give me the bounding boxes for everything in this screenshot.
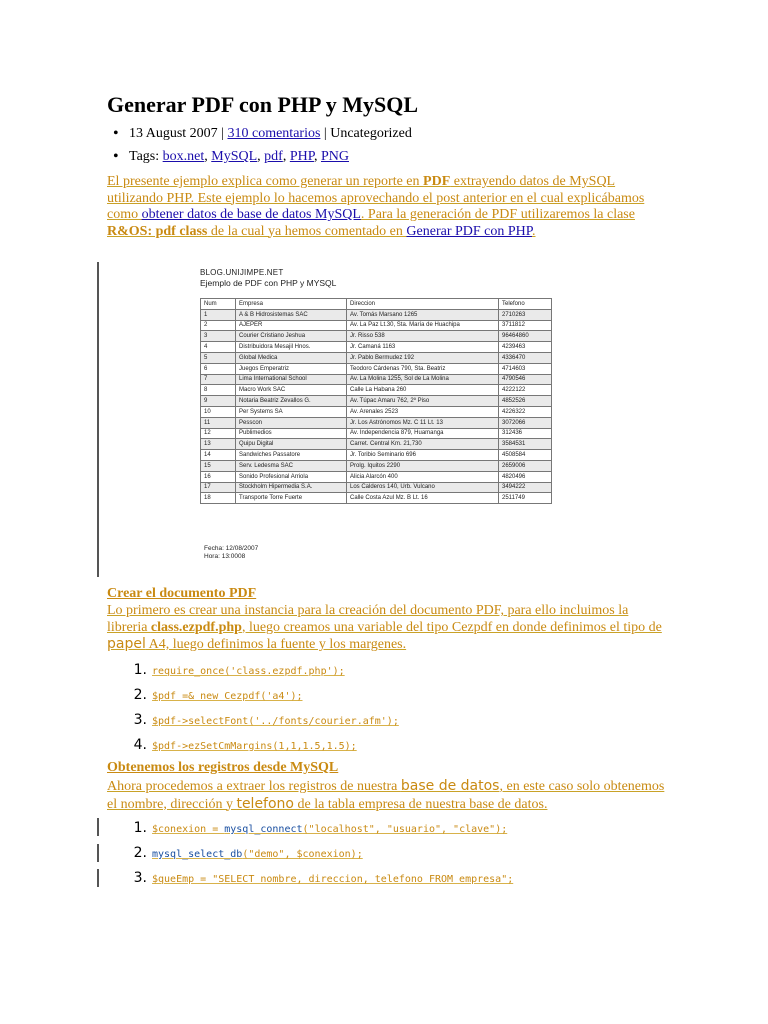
table-cell: 17: [201, 482, 236, 493]
code-text: require_once('class.ezpdf.php');: [152, 666, 345, 677]
line-number: 2.: [133, 687, 147, 703]
table-cell: Jr. Pablo Bermudez 192: [347, 352, 499, 363]
table-row: [201, 309, 552, 320]
tag-link[interactable]: PNG: [320, 149, 349, 164]
table-cell: 1: [201, 309, 236, 320]
section1-paragraph: [107, 603, 667, 654]
table-cell: Distribuidora Mesajil Hnos.: [236, 342, 347, 353]
table-cell: 3072066: [499, 417, 552, 428]
code-part: $conexion =: [152, 824, 225, 835]
table-row: [201, 374, 552, 385]
section2-text: Ahora procedemos a extraer los registros de nuestra: [107, 779, 401, 794]
table-cell: 15: [201, 460, 236, 471]
table-row: [201, 471, 552, 482]
table-cell: Calle Costa Azul Mz. B Lt. 16: [347, 493, 499, 504]
table-cell: Calle La Habana 260: [347, 385, 499, 396]
section2-word-telefono: telefono: [236, 795, 294, 812]
table-row: [201, 342, 552, 353]
table-cell: 4: [201, 342, 236, 353]
pdf-preview-image: [200, 268, 565, 568]
figure-fecha: Fecha: 12/08/2007: [204, 545, 259, 552]
table-cell: Per Systems SA: [236, 406, 347, 417]
table-cell: Quipu Digital: [236, 439, 347, 450]
table-cell: Serv. Ledesma SAC: [236, 460, 347, 471]
table-cell: 312436: [499, 428, 552, 439]
table-cell: Jr. Risso 538: [347, 331, 499, 342]
table-row: [201, 385, 552, 396]
table-cell: A & B Hidrosistemas SAC: [236, 309, 347, 320]
code-part: $queEmp = "SELECT nombre, direccion, telefono FROM empresa";: [152, 874, 514, 885]
table-cell: 4222122: [499, 385, 552, 396]
column-header: Empresa: [236, 299, 347, 310]
table-cell: Macro Work SAC: [236, 385, 347, 396]
quote-bar: [97, 869, 99, 887]
section2-paragraph: [107, 778, 667, 813]
table-cell: 4852526: [499, 396, 552, 407]
table-cell: Los Calderos 140, Urb. Vulcano: [347, 482, 499, 493]
table-row: [201, 428, 552, 439]
table-row: [201, 482, 552, 493]
code-line: [107, 816, 513, 841]
quote-bar: [97, 262, 99, 577]
quote-bar: [97, 818, 99, 836]
intro-link-generar-pdf[interactable]: Generar PDF con PHP: [406, 223, 533, 239]
figure-subtitle: Ejemplo de PDF con PHP y MYSQL: [200, 278, 337, 288]
table-cell: 7: [201, 374, 236, 385]
table-cell: Publimedios: [236, 428, 347, 439]
section1-word-papel: papel: [107, 636, 146, 652]
section2-text: de la tabla empresa de nuestra base de datos.: [294, 796, 548, 812]
post-tags-line: • Tags: box.net, MySQL, pdf, PHP, PNG: [107, 147, 412, 170]
table-cell: 2511749: [499, 493, 552, 504]
table-body: [201, 309, 552, 503]
code-list-2: [107, 816, 513, 891]
post-meta: [107, 124, 412, 170]
table-row: [201, 363, 552, 374]
code-text: [152, 874, 513, 885]
table-cell: 3711812: [499, 320, 552, 331]
table-cell: Lima International School: [236, 374, 347, 385]
intro-bold-pdf: PDF: [423, 174, 451, 189]
code-line: [107, 683, 399, 708]
code-part: ("localhost", "usuario", "clave");: [302, 824, 508, 835]
table-cell: 9: [201, 396, 236, 407]
section2-word-base-de-datos: base de datos: [400, 778, 500, 794]
table-row: [201, 439, 552, 450]
table-cell: 4820496: [499, 471, 552, 482]
table-row: [201, 450, 552, 461]
table-row: [201, 352, 552, 363]
code-text: [152, 824, 507, 835]
tag-link[interactable]: pdf: [264, 149, 283, 164]
table-row: [201, 396, 552, 407]
post-date-line: [107, 124, 412, 147]
code-text: $pdf->selectFont('../fonts/courier.afm');: [152, 716, 399, 727]
table-cell: 6: [201, 363, 236, 374]
table-cell: Juegos Emperatriz: [236, 363, 347, 374]
table-cell: Sonido Profesional Arriola: [236, 471, 347, 482]
table-cell: Courier Cristiano Jeshua: [236, 331, 347, 342]
intro-paragraph: [107, 174, 667, 240]
empresa-table: [200, 298, 552, 504]
table-cell: 11: [201, 417, 236, 428]
code-line: [107, 733, 399, 758]
line-number: 3.: [133, 870, 147, 886]
table-cell: Av. Independencia 879, Huamanga: [347, 428, 499, 439]
table-cell: Av. La Molina 1255, Sol de La Molina: [347, 374, 499, 385]
table-cell: 8: [201, 385, 236, 396]
section1-text: , luego creamos una variable del tipo Cezpdf en donde definimos el tipo de: [241, 619, 662, 635]
column-header: Telefono: [499, 299, 552, 310]
table-cell: 2659006: [499, 460, 552, 471]
table-cell: Global Medica: [236, 352, 347, 363]
code-text: $pdf =& new Cezpdf('a4');: [152, 691, 303, 702]
intro-text: .: [532, 223, 536, 239]
tag-link[interactable]: PHP: [289, 149, 314, 164]
column-header: Num: [201, 299, 236, 310]
table-cell: Stockholm Hipermedia S.A.: [236, 482, 347, 493]
table-cell: 3: [201, 331, 236, 342]
table-cell: 4226322: [499, 406, 552, 417]
table-cell: 10: [201, 406, 236, 417]
code-function: mysql_connect: [224, 824, 303, 835]
table-cell: 4790546: [499, 374, 552, 385]
intro-text: de la cual ya hemos comentado en: [207, 223, 407, 239]
code-line: [107, 708, 399, 733]
code-list-1: [107, 658, 399, 758]
intro-text: . Para la generación de PDF utilizaremos la clase: [360, 207, 635, 222]
table-cell: 4508584: [499, 450, 552, 461]
code-part: ("demo", $conexion);: [242, 849, 363, 860]
page-title: Generar PDF con PHP y MySQL: [107, 92, 419, 117]
table-cell: 14: [201, 450, 236, 461]
table-cell: Notaria Beatriz Zevallos G.: [236, 396, 347, 407]
quote-bar: [97, 844, 99, 862]
post-date: 13 August 2007 |: [129, 126, 224, 141]
table-cell: 5: [201, 352, 236, 363]
table-row: [201, 320, 552, 331]
figure-site: BLOG.UNIJIMPE.NET: [200, 268, 284, 277]
line-number: 4.: [133, 737, 147, 753]
intro-bold-pdf-class: R&OS: pdf class: [107, 223, 208, 239]
section1-text: A4, luego definimos la fuente y los margenes.: [145, 637, 407, 652]
table-row: [201, 460, 552, 471]
table-cell: 2: [201, 320, 236, 331]
table-cell: 16: [201, 471, 236, 482]
section-heading-crear: Crear el documento PDF: [107, 586, 257, 601]
code-function: mysql_select_db: [152, 849, 243, 860]
table-cell: Alicia Alarcón 400: [347, 471, 499, 482]
table-cell: 4239463: [499, 342, 552, 353]
code-line: [107, 841, 513, 866]
table-cell: 2710263: [499, 309, 552, 320]
table-cell: Sandwiches Passatore: [236, 450, 347, 461]
table-cell: Carret. Central Km. 21,730: [347, 439, 499, 450]
table-cell: 12: [201, 428, 236, 439]
table-cell: Av. Túpac Amaru 762, 2º Piso: [347, 396, 499, 407]
intro-text: El presente ejemplo explica como generar un reporte en: [107, 174, 424, 189]
code-text: $pdf->ezSetCmMargins(1,1,1.5,1.5);: [152, 741, 357, 752]
code-line: [107, 658, 399, 683]
table-cell: 3584531: [499, 439, 552, 450]
tags-label: Tags:: [129, 149, 160, 164]
code-line: [107, 866, 513, 891]
table-cell: Transporte Torre Fuerte: [236, 493, 347, 504]
table-cell: Teodoro Cárdenas 790, Sta. Beatriz: [347, 363, 499, 374]
tag-link[interactable]: MySQL: [211, 149, 258, 164]
comments-link[interactable]: 310 comentarios: [227, 126, 321, 141]
intro-link-obtener-datos[interactable]: obtener datos de base de datos MySQL: [141, 207, 361, 222]
table-header-row: [201, 299, 552, 310]
table-row: [201, 417, 552, 428]
table-row: [201, 493, 552, 504]
table-row: [201, 331, 552, 342]
table-cell: 3494222: [499, 482, 552, 493]
table-cell: Jr. Camaná 1163: [347, 342, 499, 353]
intro-text: extrayendo datos de MySQL utilizando PHP. Este ejemplo lo hacemos aprovechando el post anterior en el cual explicábamos como: [107, 174, 645, 222]
table-cell: Av. Arenales 2523: [347, 406, 499, 417]
table-cell: 13: [201, 439, 236, 450]
figure-hora: Hora: 13:0008: [204, 553, 246, 560]
column-header: Direccion: [347, 299, 499, 310]
table-cell: 4714603: [499, 363, 552, 374]
table-cell: 4336470: [499, 352, 552, 363]
line-number: 1.: [133, 662, 147, 678]
section1-text: Lo primero es crear una instancia para la creación del documento PDF, para ello incluimos la libreria: [107, 603, 629, 635]
section1-bold-lib: class.ezpdf.php: [150, 619, 242, 635]
table-cell: Jr. Toribio Seminario 696: [347, 450, 499, 461]
table-cell: Pesscon: [236, 417, 347, 428]
post-category: | Uncategorized: [323, 126, 412, 141]
table-cell: Av. La Paz Lt.30, Sta. María de Huachipa: [347, 320, 499, 331]
section2-text: , en este caso solo obtenemos el nombre, dirección y: [107, 779, 665, 812]
code-text: [152, 849, 363, 860]
tag-link[interactable]: box.net: [162, 149, 205, 164]
line-number: 3.: [133, 712, 147, 728]
line-number: 1.: [133, 820, 147, 836]
section-heading-obtenemos: Obtenemos los registros desde MySQL: [107, 760, 339, 775]
table-cell: Prolg. Iquitos 2290: [347, 460, 499, 471]
table-cell: Av. Tomás Marsano 1265: [347, 309, 499, 320]
table-cell: 18: [201, 493, 236, 504]
line-number: 2.: [133, 845, 147, 861]
table-cell: Jr. Los Astrónomos Mz. C 11 Lt. 13: [347, 417, 499, 428]
figure-footer: [204, 545, 258, 561]
table-row: [201, 406, 552, 417]
table-cell: 96464860: [499, 331, 552, 342]
table-cell: AJEPER: [236, 320, 347, 331]
